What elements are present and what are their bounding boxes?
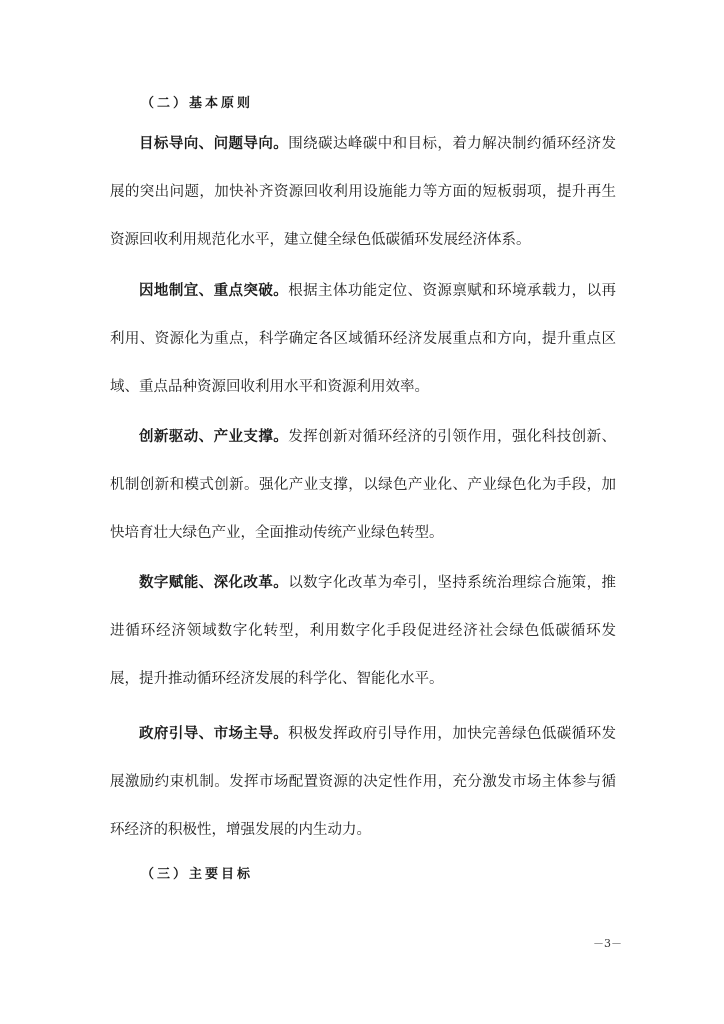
principle-lead: 因地制宜、重点突破。 [139,283,289,299]
paragraph-principle-5 [110,710,616,854]
principle-lead: 数字赋能、深化改革。 [139,575,289,591]
paragraph-principle-4 [110,559,616,703]
principle-text: 根据主体功能定位、资源禀赋和环境承载力，以再利用、资源化为重点，科学确定各区域循环经济发展重点和方向，提升重点区域、重点品种资源回收利用水平和资源利用效率。 [110,283,617,395]
principle-lead: 目标导向、问题导向。 [139,136,289,152]
principle-text: 积极发挥政府引导作用，加快完善绿色低碳循环发展激励约束机制。发挥市场配置资源的决定性作用，充分激发市场主体参与循环经济的积极性，增强发展的内生动力。 [110,726,617,838]
principle-text: 以数字化改革为牵引，坚持系统治理综合施策，推进循环经济领域数字化转型，利用数字化手段促进经济社会绿色低碳循环发展，提升推动循环经济发展的科学化、智能化水平。 [110,575,617,687]
page-number: －3－ [593,937,622,950]
paragraph-principle-2 [110,267,616,411]
principle-text: 围绕碳达峰碳中和目标，着力解决制约循环经济发展的突出问题，加快补齐资源回收利用设施能力等方面的短板弱项，提升再生资源回收利用规范化水平，建立健全绿色低碳循环发展经济体系。 [110,136,617,248]
principle-text: 发挥创新对循环经济的引领作用，强化科技创新、机制创新和模式创新。强化产业支撑，以绿色产业化、产业绿色化为手段，加快培育壮大绿色产业，全面推动传统产业绿色转型。 [110,429,617,541]
paragraph-principle-1 [110,120,616,264]
principle-lead: 创新驱动、产业支撑。 [139,429,289,445]
principle-lead: 政府引导、市场主导。 [139,726,289,742]
section-heading-main-targets: （三）主要目标 [141,867,254,882]
section-heading-basic-principles: （二）基本原则 [141,96,254,111]
paragraph-principle-3 [110,413,616,557]
